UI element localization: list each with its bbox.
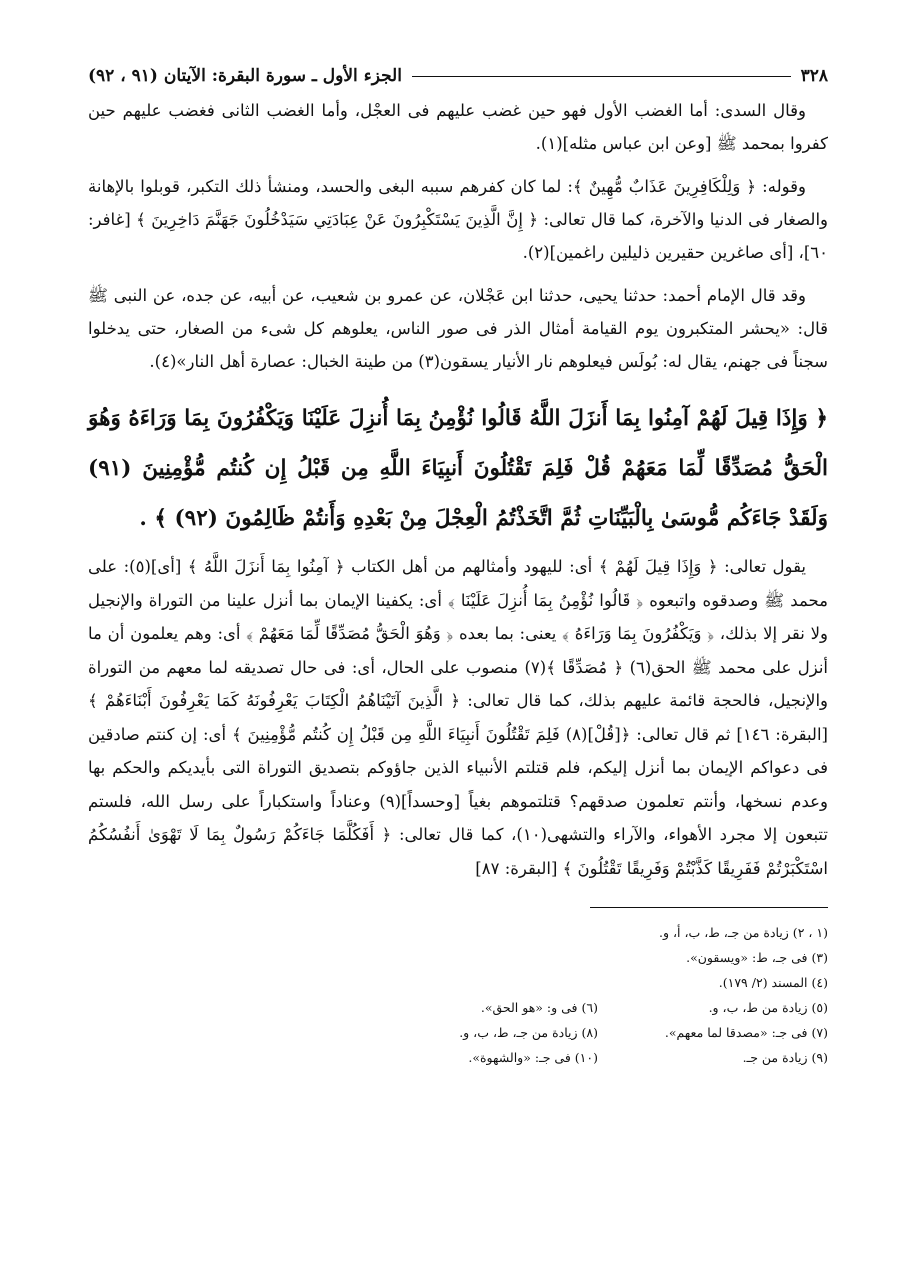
footnote-row <box>88 995 828 1020</box>
paragraph-hadith-ahmad: وقد قال الإمام أحمد: حدثنا يحيى، حدثنا ابن عَجْلان، عن عمرو بن شعيب، عن أبيه، عن جده، عن النبى ﷺ قال: «يحشر المتكبرون يوم القيامة أمثال الذر فى صور الناس، يعلوهم كل شىء من الصغار، حتى يدخلوا سجناً فى جهنم، يقال له: بُولَس فيعلوهم نار الأنيار يسقون(٣) من طينة الخبال: عصارة أهل النار»(٤). <box>88 286 828 371</box>
page-header <box>88 62 828 90</box>
paragraph-disbelievers-punishment: وقوله: ﴿ وَلِلْكَافِرِينَ عَذَابٌ مُّهِينٌ ﴾: لما كان كفرهم سببه البغى والحسد، ومنشأ ذلك التكبر، قوبلوا بالإهانة والصغار فى الدنيا والآخرة، كما قال تعالى: ﴿ إِنَّ الَّذِينَ يَسْتَكْبِرُونَ عَنْ عِبَادَتِي سَيَدْخُلُونَ جَهَنَّمَ دَاخِرِينَ ﴾ [غافر: ٦٠]، [أى صاغرين حقيرين ذليلين راغمين](٢). <box>88 177 828 262</box>
footnote-7: (٧) فى جـ: «مصدقا لما معهم». <box>664 1025 828 1040</box>
footnote-1-2: (١ ، ٢) زيادة من جـ، ط، ب، أ، و. <box>659 925 828 940</box>
footnote-4: (٤) المسند (٢/ ١٧٩). <box>718 975 828 990</box>
footnote-6: (٦) فى و: «هو الحق». <box>480 1000 598 1015</box>
page-number: ٣٢٨ <box>800 66 828 86</box>
paragraph-tafsir: يقول تعالى: ﴿ وَإِذَا قِيلَ لَهُمْ ﴾ أى: لليهود وأمثالهم من أهل الكتاب ﴿ آمِنُوا بِمَا أَنزَلَ اللَّهُ ﴾ [أى](٥): على محمد ﷺ وصدقوه واتبعوه ﴿ قَالُوا نُؤْمِنُ بِمَا أُنزِلَ عَلَيْنَا ﴾ أى: يكفينا الإيمان بما أنزل علينا من التوراة والإنجيل ولا نقر إلا بذلك، ﴿ وَيَكْفُرُونَ بِمَا وَرَاءَهُ ﴾ يعنى: بما بعده ﴿ وَهُوَ الْحَقُّ مُصَدِّقًا لِّمَا مَعَهُمْ ﴾ أى: وهم يعلمون أن ما أنزل على محمد ﷺ الحق(٦) ﴿ مُصَدِّقًا ﴾(٧) منصوب على الحال، أى: فى حال تصديقه لما معهم من التوراة والإنجيل، فالحجة قائمة عليهم بذلك، كما قال تعالى: ﴿ الَّذِينَ آتَيْنَاهُمُ الْكِتَابَ يَعْرِفُونَهُ كَمَا يَعْرِفُونَ أَبْنَاءَهُمْ ﴾ [البقرة: ١٤٦] ثم قال تعالى: ﴿[قُلْ](٨) فَلِمَ تَقْتُلُونَ أَنبِيَاءَ اللَّهِ مِن قَبْلُ إِن كُنتُم مُّؤْمِنِينَ ﴾ أى: إن كنتم صادقين فى دعواكم الإيمان بما أنزل إليكم، فلم قتلتم الأنبياء الذين جاؤوكم بتصديق التوراة التى بأيديكم والحكم بها وعدم نسخها، وأنتم تعلمون صدقهم؟ قتلتموهم بغياً [وحسداً](٩) وعناداً واستكباراً على رسل الله، فلستم تتبعون إلا مجرد الأهواء، والآراء والتشهى(١٠)، كما قال تعالى: ﴿ أَفَكُلَّمَا جَاءَكُمْ رَسُولٌ بِمَا لَا تَهْوَىٰ أَنفُسُكُمُ اسْتَكْبَرْتُمْ فَفَرِيقًا كَذَّبْتُمْ وَفَرِيقًا تَقْتُلُونَ ﴾ [البقرة: ٨٧] <box>88 557 829 878</box>
footnote-9: (٩) زيادة من جـ. <box>742 1050 828 1065</box>
header-rule <box>412 76 791 77</box>
footnote-divider <box>590 907 828 908</box>
footnote-row <box>88 1045 828 1070</box>
footnote-row <box>88 1020 828 1045</box>
running-title: الجزء الأول ـ سورة البقرة: الآيتان (٩١ ، ٩٢) <box>88 66 402 86</box>
footnote-3: (٣) فى جـ، ط: «ويسقون». <box>686 950 828 965</box>
footnotes <box>88 920 828 1070</box>
footnote-8: (٨) زيادة من جـ، ط، ب، و. <box>459 1025 598 1040</box>
footnote-10: (١٠) فى جـ: «والشهوة». <box>468 1050 598 1065</box>
book-page <box>88 62 828 1242</box>
paragraph-suddi: وقال السدى: أما الغضب الأول فهو حين غضب عليهم فى العجْل، وأما الغضب الثانى فغضب عليهم حين كفروا بمحمد ﷺ [وعن ابن عباس مثله](١). <box>88 101 828 153</box>
footnote-5: (٥) زيادة من ط، ب، و. <box>708 1000 828 1015</box>
quran-verses-91-92: ﴿ وَإِذَا قِيلَ لَهُمْ آمِنُوا بِمَا أَنزَلَ اللَّهُ قَالُوا نُؤْمِنُ بِمَا أُنزِلَ عَلَيْنَا وَيَكْفُرُونَ بِمَا وَرَاءَهُ وَهُوَ الْحَقُّ مُصَدِّقًا لِّمَا مَعَهُمْ قُلْ فَلِمَ تَقْتُلُونَ أَنبِيَاءَ اللَّهِ مِن قَبْلُ إِن كُنتُم مُّؤْمِنِينَ (٩١) وَلَقَدْ جَاءَكُم مُّوسَىٰ بِالْبَيِّنَاتِ ثُمَّ اتَّخَذْتُمُ الْعِجْلَ مِنْ بَعْدِهِ وَأَنتُمْ ظَالِمُونَ (٩٢) ﴾ . <box>88 406 828 531</box>
